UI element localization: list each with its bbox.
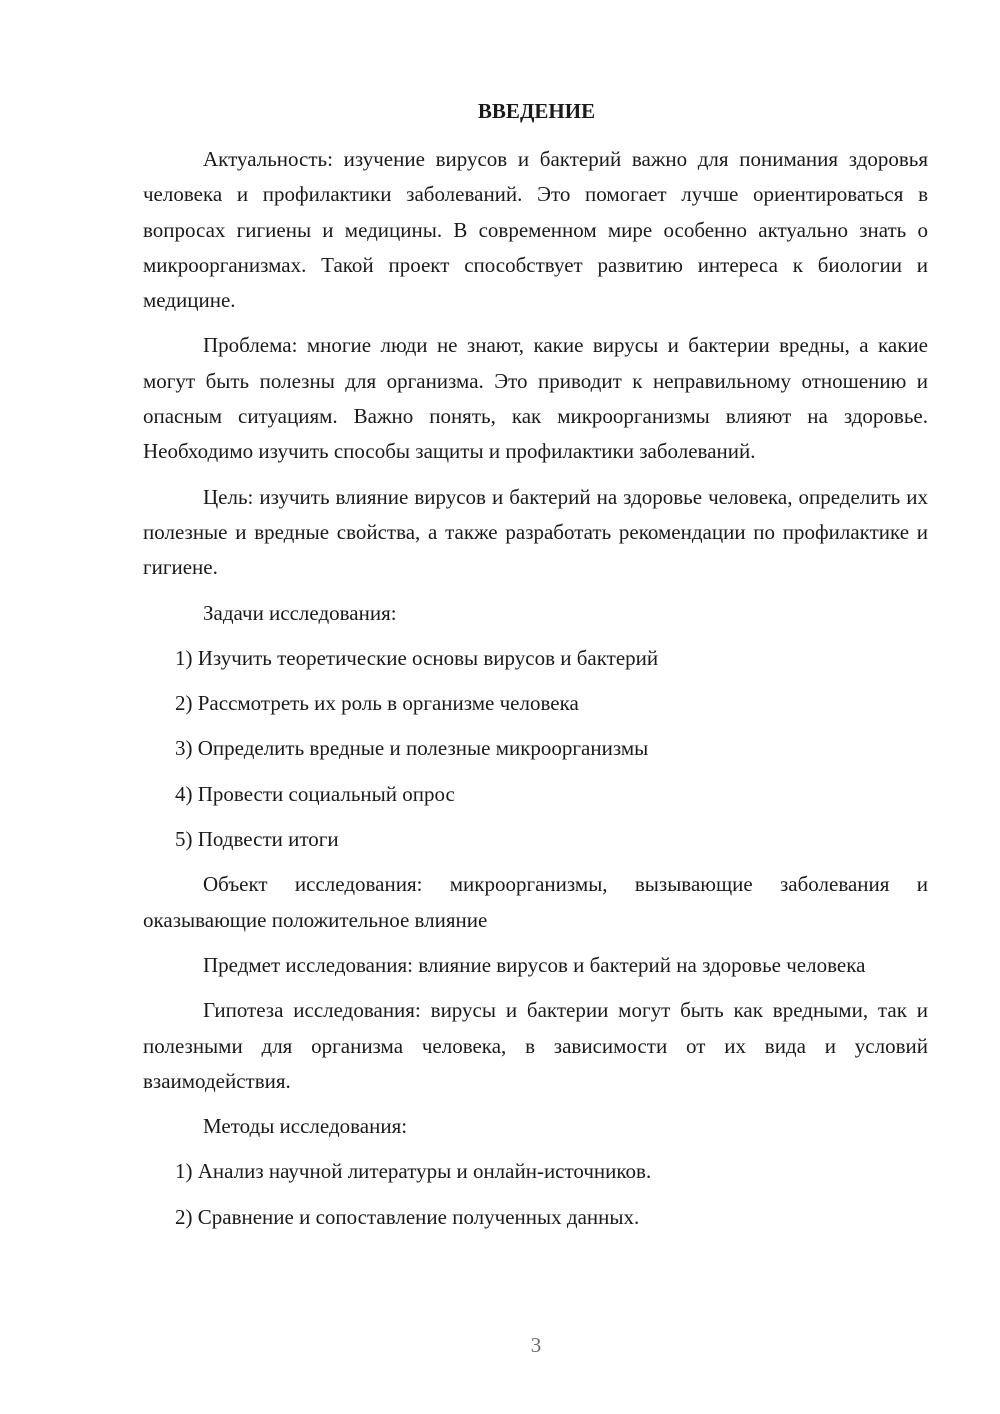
tasks-heading: Задачи исследования: xyxy=(203,600,397,625)
list-item: 2) Рассмотреть их роль в организме человека xyxy=(175,691,579,716)
list-item: 1) Анализ научной литературы и онлайн-источников. xyxy=(175,1159,652,1184)
list-item: 3) Определить вредные и полезные микроорганизмы xyxy=(175,736,649,761)
hypothesis-paragraph: Гипотеза исследования: вирусы и бактерии могут быть как вредными, так и полезными для организма человека, в зависимости от их вида и условий взаимодействия. xyxy=(143,998,928,1093)
methods-heading: Методы исследования: xyxy=(203,1114,408,1139)
tasks-list xyxy=(143,641,928,857)
list-item: 2) Сравнение и сопоставление полученных данных. xyxy=(175,1204,640,1229)
page-number: 3 xyxy=(530,1333,542,1357)
methods-list xyxy=(143,1154,928,1235)
problem-paragraph: Проблема: многие люди не знают, какие вирусы и бактерии вредны, а какие могут быть полезны для организма. Это приводит к неправильному отношению и опасным ситуациям. Важно понять, как микроорганизмы влияют на здоровье. Необходимо изучить способы защиты и профилактики заболеваний. xyxy=(143,333,928,464)
list-item: 5) Подвести итоги xyxy=(175,827,339,852)
goal-paragraph: Цель: изучить влияние вирусов и бактерий на здоровье человека, определить их полезные и вредные свойства, а также разработать рекомендации по профилактике и гигиене. xyxy=(143,484,928,580)
list-item: 4) Провести социальный опрос xyxy=(175,781,455,806)
object-paragraph: Объект исследования: микроорганизмы, вызывающие заболевания и оказывающие положительное влияние xyxy=(143,872,928,932)
list-item: 1) Изучить теоретические основы вирусов и бактерий xyxy=(175,645,659,670)
subject-paragraph: Предмет исследования: влияние вирусов и бактерий на здоровье человека xyxy=(203,952,866,977)
document-page xyxy=(143,92,928,1245)
page-title: ВВЕДЕНИЕ xyxy=(477,99,596,123)
relevance-paragraph: Актуальность: изучение вирусов и бактерий важно для понимания здоровья человека и профилактики заболеваний. Это помогает лучше ориентироваться в вопросах гигиены и медицины. В современном мире особенно актуально знать о микроорганизмах. Такой проект способствует развитию интереса к биологии и медицине. xyxy=(143,147,928,313)
